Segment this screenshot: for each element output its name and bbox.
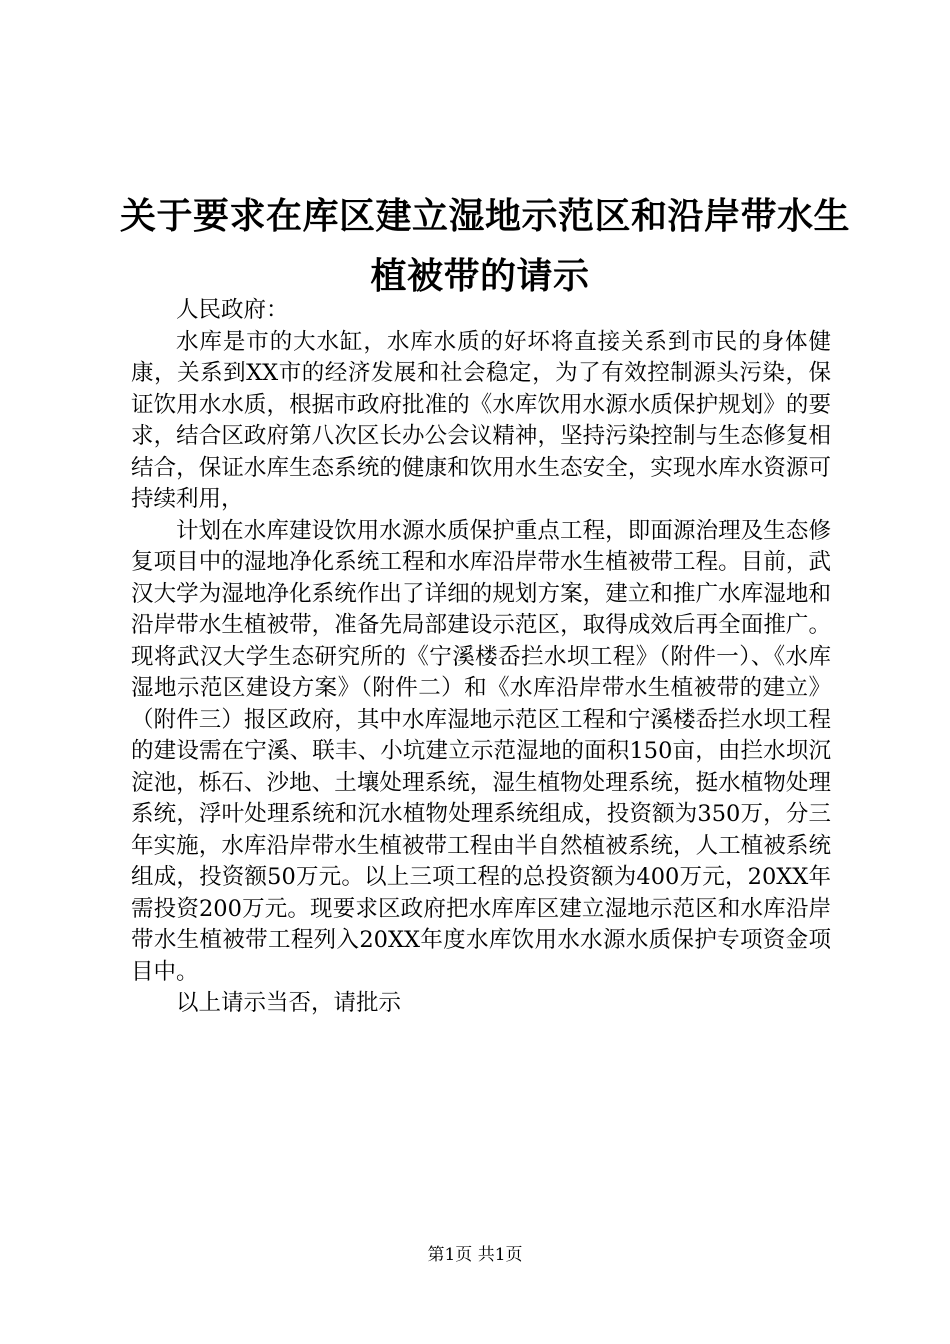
document-body [131, 295, 831, 1020]
salutation: 人民政府： [176, 297, 289, 323]
title-line-2: 植被带的请示 [370, 255, 590, 297]
paragraph-1: 水库是市的大水缸，水库水质的好坏将直接关系到市民的身体健康，关系到XX市的经济发展和社会稳定，为了有效控制源头污染，保证饮用水水质，根据市政府批准的《水库饮用水源水质保护规划》的要求，结合区政府第八次区长办公会议精神，坚持污染控制与生态修复相结合，保证水库生态系统的健康和饮用水生态安全，实现水库水资源可持续利用， [131, 328, 831, 512]
title-line-1: 关于要求在库区建立湿地示范区和沿岸带水生 [120, 195, 851, 237]
page-footer: 第1页 共1页 [427, 1245, 523, 1265]
closing-line: 以上请示当否，请批示 [176, 990, 402, 1016]
document-title [120, 186, 851, 306]
paragraph-2: 计划在水库建设饮用水源水质保护重点工程，即面源治理及生态修复项目中的湿地净化系统工程和水库沿岸带水生植被带工程。目前，武汉大学为湿地净化系统作出了详细的规划方案，建立和推广水库湿地和沿岸带水生植被带，准备先局部建设示范区，取得成效后再全面推广。现将武汉大学生态研究所的《宁溪楼岙拦水坝工程》（附件一）、《水库湿地示范区建设方案》（附件二）和《水库沿岸带水生植被带的建立》（附件三）报区政府，其中水库湿地示范区工程和宁溪楼岙拦水坝工程的建设需在宁溪、联丰、小坑建立示范湿地的面积150亩，由拦水坝沉淀池，栎石、沙地、土壤处理系统，湿生植物处理系统，挺水植物处理系统，浮叶处理系统和沉水植物处理系统组成，投资额为350万，分三年实施，水库沿岸带水生植被带工程由半自然植被系统，人工植被系统组成，投资额50万元。以上三项工程的总投资额为400万元，20XX年需投资200万元。现要求区政府把水库库区建立湿地示范区和水库沿岸带水生植被带工程列入20XX年度水库饮用水水源水质保护专项资金项目中。 [131, 517, 831, 985]
